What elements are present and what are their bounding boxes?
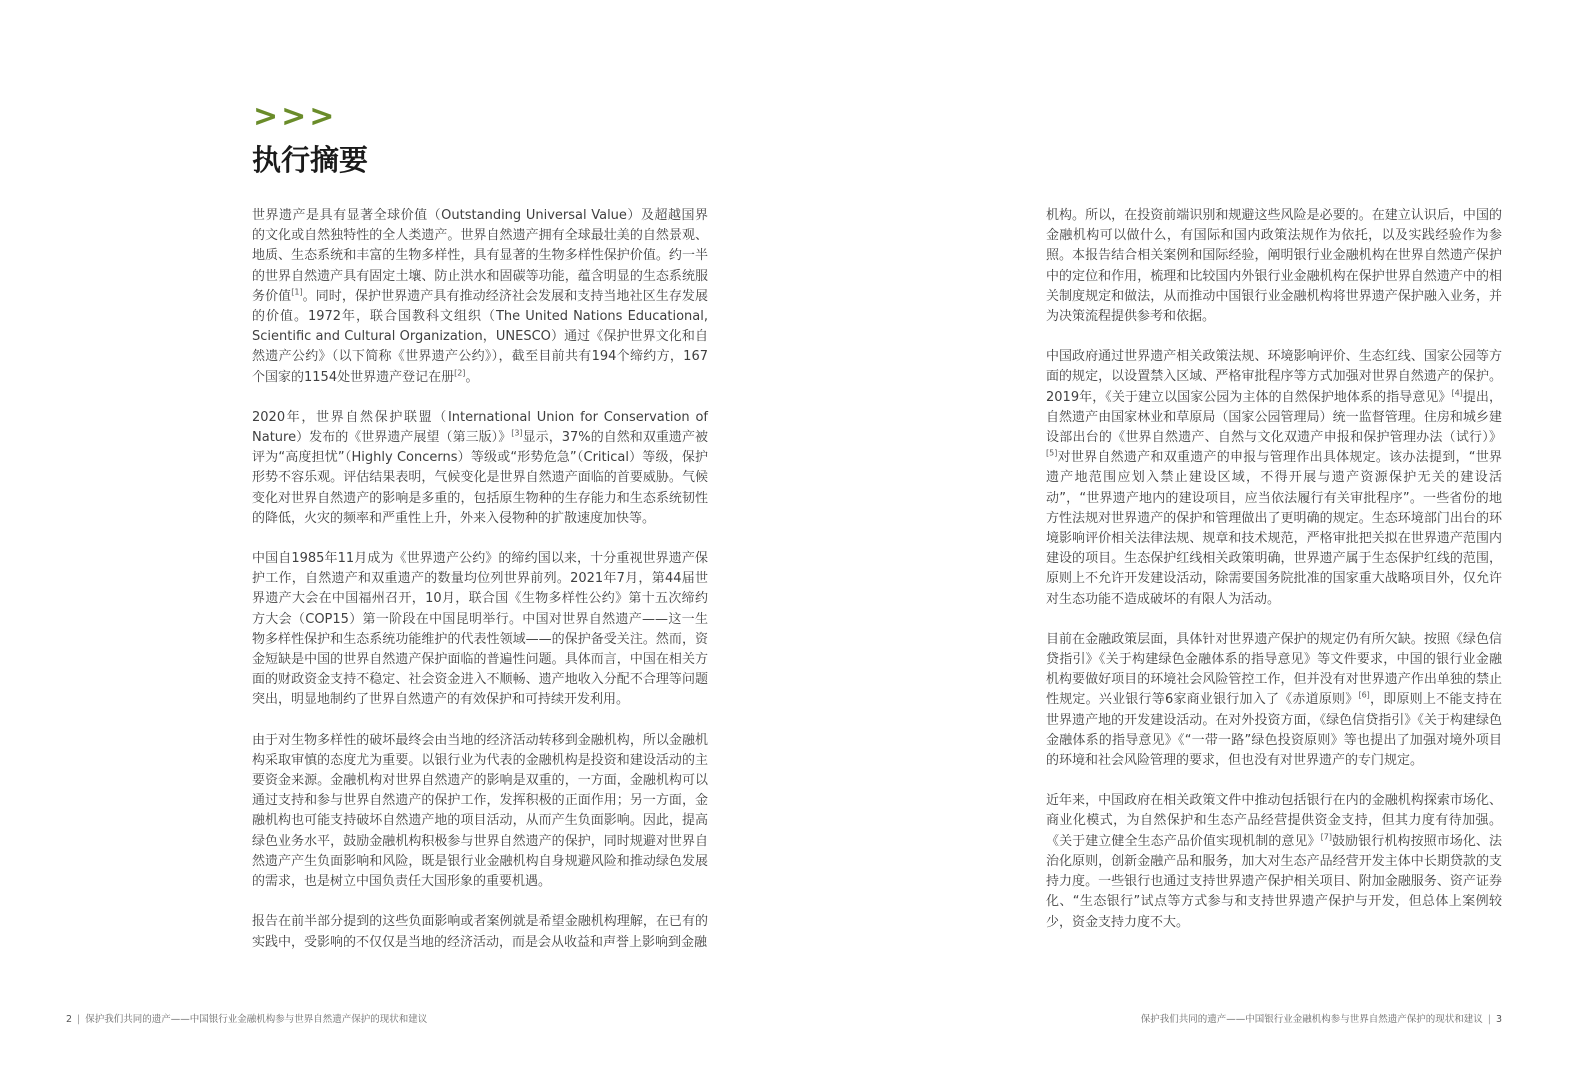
paragraph: 世界遗产是具有显著全球价值（Outstanding Universal Value）及超越国界的文化或自然独特性的全人类遗产。世界自然遗产拥有全球最壮美的自然景观、地质、生态系统和丰富的生物多样性，具有显著的生物多样性保护价值。约一半的世界自然遗产具有固定土壤、防止洪水和固碳等功能，蕴含明显的生态系统服务价值[1]。同时，保护世界遗产具有推动经济社会发展和支持当地社区生存发展的价值。1972年，联合国教科文组织（The United Nations Educational, Scientific and Cultural Organization，UNESCO）通过《保护世界文化和自然遗产公约》（以下简称《世界遗产公约》），截至目前共有194个缔约方，167个国家的1154处世界遗产登记在册[2]。: [252, 208, 708, 385]
left-text-column: [252, 206, 708, 973]
footer-running-title: 保护我们共同的遗产——中国银行业金融机构参与世界自然遗产保护的现状和建议: [1140, 1014, 1483, 1025]
chevron-decoration-icon: >>>: [253, 99, 338, 134]
page-number: 3: [1495, 1014, 1502, 1025]
paragraph: 报告在前半部分提到的这些负面影响或者案例就是希望金融机构理解，在已有的实践中，受影响的不仅仅是当地的经济活动，而是会从收益和声誉上影响到金融: [252, 914, 708, 950]
paragraph: 中国政府通过世界遗产相关政策法规、环境影响评价、生态红线、国家公园等方面的规定，以设置禁入区域、严格审批程序等方式加强对世界自然遗产的保护。2019年，《关于建立以国家公园为主体的自然保护地体系的指导意见》[4]提出，自然遗产由国家林业和草原局（国家公园管理局）统一监督管理。住房和城乡建设部出台的《世界自然遗产、自然与文化双遗产申报和保护管理办法（试行）》[5]对世界自然遗产和双重遗产的申报与管理作出具体规定。该办法提到，“世界遗产地范围应划入禁止建设区域，不得开展与遗产资源保护无关的建设活动”，“世界遗产地内的建设项目，应当依法履行有关审批程序”。一些省份的地方性法规对世界遗产的保护和管理做出了更明确的规定。生态环境部门出台的环境影响评价相关法律法规、规章和技术规范，严格审批把关拟在世界遗产范围内建设的项目。生态保护红线相关政策明确，世界遗产属于生态保护红线的范围，原则上不允许开发建设活动，除需要国务院批准的国家重大战略项目外，仅允许对生态功能不造成破坏的有限人为活动。: [1046, 349, 1502, 607]
paragraph: 机构。所以，在投资前端识别和规避这些风险是必要的。在建立认识后，中国的金融机构可以做什么，有国际和国内政策法规作为依托，以及实践经验作为参照。本报告结合相关案例和国际经验，阐明银行业金融机构在世界自然遗产保护中的定位和作用，梳理和比较国内外银行业金融机构在保护世界自然遗产中的相关制度规定和做法，从而推动中国银行业金融机构将世界遗产保护融入业务，并为决策流程提供参考和依据。: [1046, 208, 1502, 325]
footnote-ref[interactable]: [5]: [1046, 448, 1058, 458]
paragraph: 2020年，世界自然保护联盟（International Union for Conservation of Nature）发布的《世界遗产展望（第三版）》[3]显示，37%的自然和双重遗产被评为“高度担忧”（Highly Concerns）等级或“形势危急”（Critical）等级，保护形势不容乐观。评估结果表明，气候变化是世界自然遗产面临的首要威胁。气候变化对世界自然遗产的影响是多重的，包括原生物种的生存能力和生态系统韧性的降低，火灾的频率和严重性上升，外来入侵物种的扩散速度加快等。: [252, 409, 708, 526]
footnote-ref[interactable]: [2]: [454, 368, 466, 378]
footnote-ref[interactable]: [3]: [511, 428, 523, 438]
footnote-ref[interactable]: [7]: [1320, 832, 1332, 842]
footnote-ref[interactable]: [6]: [1358, 691, 1370, 701]
footer-separator: |: [77, 1014, 81, 1025]
paragraph: 中国自1985年11月成为《世界遗产公约》的缔约国以来，十分重视世界遗产保护工作，自然遗产和双重遗产的数量均位列世界前列。2021年7月，第44届世界遗产大会在中国福州召开，10月，联合国《生物多样性公约》第十五次缔约方大会（COP15）第一阶段在中国昆明举行。中国对世界自然遗产——这一生物多样性保护和生态系统功能维护的代表性领域——的保护备受关注。然而，资金短缺是中国的世界自然遗产保护面临的普遍性问题。具体而言，中国在相关方面的财政资金支持不稳定、社会资金进入不顺畅、遗产地收入分配不合理等问题突出，明显地制约了世界自然遗产的有效保护和可持续开发利用。: [252, 551, 708, 708]
paragraph: 近年来，中国政府在相关政策文件中推动包括银行在内的金融机构探索市场化、商业化模式，为自然保护和生态产品经营提供资金支持，但其力度有待加强。《关于建立健全生态产品价值实现机制的意见》[7]鼓励银行机构按照市场化、法治化原则，创新金融产品和服务，加大对生态产品经营开发主体中长期贷款的支持力度。一些银行也通过支持世界遗产保护相关项目、附加金融服务、资产证券化、“生态银行”试点等方式参与和支持世界遗产保护与开发，但总体上案例较少，资金支持力度不大。: [1046, 793, 1502, 930]
footer-left: [66, 1013, 427, 1027]
right-text-column: [1046, 206, 1502, 953]
footer-separator: |: [1487, 1014, 1491, 1025]
footnote-ref[interactable]: [1]: [291, 287, 303, 297]
footnote-ref[interactable]: [4]: [1451, 388, 1463, 398]
page-number: 2: [66, 1014, 73, 1025]
footer-right: [1141, 1013, 1502, 1027]
page-title: 执行摘要: [252, 143, 369, 177]
footer-running-title: 保护我们共同的遗产——中国银行业金融机构参与世界自然遗产保护的现状和建议: [85, 1014, 428, 1025]
paragraph: 目前在金融政策层面，具体针对世界遗产保护的规定仍有所欠缺。按照《绿色信贷指引》《关于构建绿色金融体系的指导意见》等文件要求，中国的银行业金融机构要做好项目的环境社会风险管控工作，但并没有对世界遗产作出单独的禁止性规定。兴业银行等6家商业银行加入了《赤道原则》[6]，即原则上不能支持在世界遗产地的开发建设活动。在对外投资方面，《绿色信贷指引》《关于构建绿色金融体系的指导意见》《“一带一路”绿色投资原则》等也提出了加强对境外项目的环境和社会风险管理的要求，但也没有对世界遗产的专门规定。: [1046, 631, 1502, 769]
paragraph: 由于对生物多样性的破坏最终会由当地的经济活动转移到金融机构，所以金融机构采取审慎的态度尤为重要。以银行业为代表的金融机构是投资和建设活动的主要资金来源。金融机构对世界自然遗产的影响是双重的，一方面，金融机构可以通过支持和参与世界自然遗产的保护工作，发挥积极的正面作用；另一方面，金融机构也可能支持破坏自然遗产地的项目活动，从而产生负面影响。因此，提高绿色业务水平，鼓励金融机构积极参与世界自然遗产的保护，同时规避对世界自然遗产产生负面影响和风险，既是银行业金融机构自身规避风险和推动绿色发展的需求，也是树立中国负责任大国形象的重要机遇。: [252, 732, 708, 890]
